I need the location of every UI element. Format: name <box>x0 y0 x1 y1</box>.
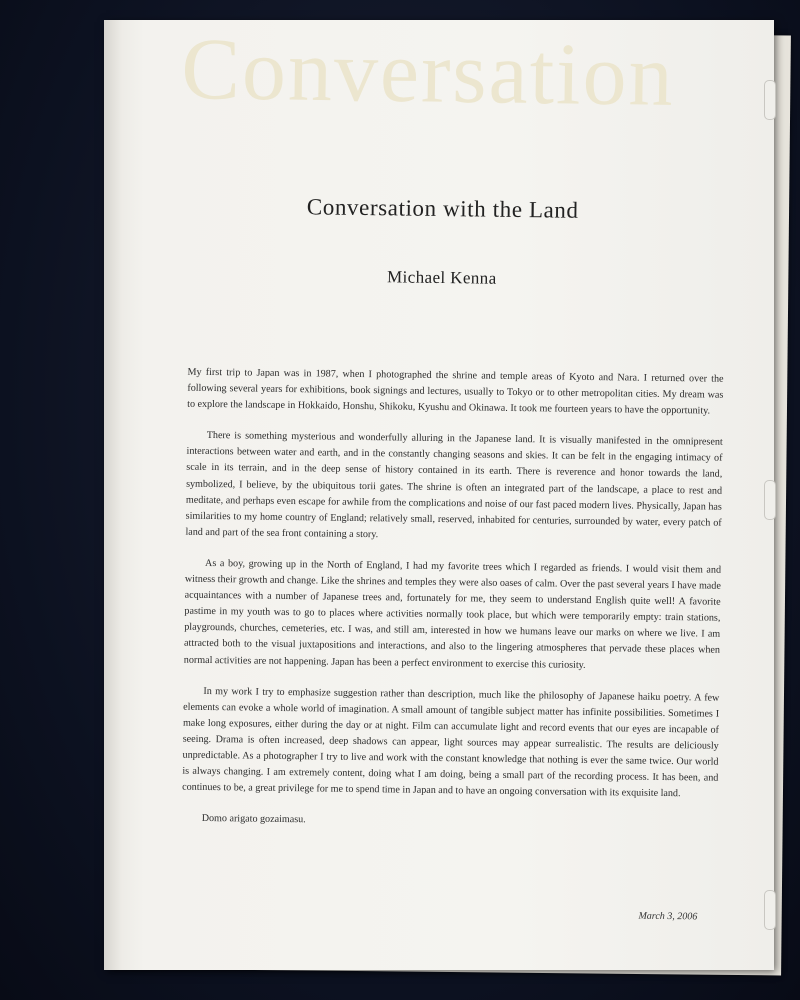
watermark-heading: Conversation <box>180 21 676 125</box>
essay-body <box>181 365 723 849</box>
paragraph-3: As a boy, growing up in the North of England, I had my favorite trees which I regarded as friends. I would visit them and witness their growth and change. Like the shrines and temples they were also oases of calm. Over the past several years I have made acquaintances with a number of Japanese trees and, fortunately for me, they seem to understand English quite well! A favorite pastime in my youth was to go to places where activities normally took place, but which were temporarily empty: train stations, playgrounds, churches, cemeteries, etc. I was, and still am, interested in how we humans leave our marks on where we live. I am attracted both to the visual juxtapositions and interactions, and also to the lingering atmospheres that pervade these places when normal activities are not happening. Japan has been a perfect environment to exercise this curiosity. <box>183 557 722 671</box>
paragraph-1: My first trip to Japan was in 1987, when I photographed the shrine and temple areas of Kyoto and Nara. I returned over the following several years for exhibitions, book signings and lectures, usually to Tokyo or to other metropolitan cities. My dream was to explore the landscape in Hokkaido, Honshu, Shikoku, Kyushu and Okinawa. It took me fourteen years to have the opportunity. <box>187 366 724 417</box>
book-page <box>104 20 774 970</box>
binding-ring <box>764 480 776 520</box>
author-name: Michael Kenna <box>386 267 497 288</box>
essay-date: March 3, 2006 <box>638 910 698 923</box>
binding-ring <box>764 80 776 120</box>
paragraph-2: There is something mysterious and wonderfully alluring in the Japanese land. It is visually manifested in the omnipresent interactions between water and earth, and in the constantly changing seasons and skies. It can be felt in the engaging intimacy of scale in its terrain, and in the deep sense of history contained in its earth. There is reverence and honor towards the land, symbolized, I believe, by the ubiquitous torii gates. The shrine is often an integrated part of the landscape, a place to rest and meditate, and perhaps even escape for awhile from the complications and noise of our fast paced modern lives. Physically, Japan has similarities to my home country of England; relatively small, reserved, inhabited for centuries, surrounded by water, every patch of land and part of the sea front containing a story. <box>185 430 723 541</box>
closing-line: Domo arigato gozaimasu. <box>201 813 306 826</box>
page-content <box>104 20 774 970</box>
page-title: Conversation with the Land <box>306 194 579 223</box>
binding-ring <box>764 890 776 930</box>
paragraph-4: In my work I try to emphasize suggestion rather than description, much like the philosophy of Japanese haiku poetry. A few elements can evoke a whole world of imagination. A small amount of tangible subject matter has infinite possibilities. Sometimes I make long exposures, either during the day or at night. Film can accumulate light and record events that our eyes are incapable of seeing. Drama is often increased, deep shadows can appear, light sources may appear surrealistic. The results are deliciously unpredictable. As a photographer I try to live and work with the constant knowledge that nothing is ever the same twice. Our world is always changing. I am extremely content, doing what I am doing, being a small part of the recording process. It has been, and continues to be, a great privilege for me to spend time in Japan and to have an ongoing conversation with its exquisite land. <box>182 685 720 800</box>
